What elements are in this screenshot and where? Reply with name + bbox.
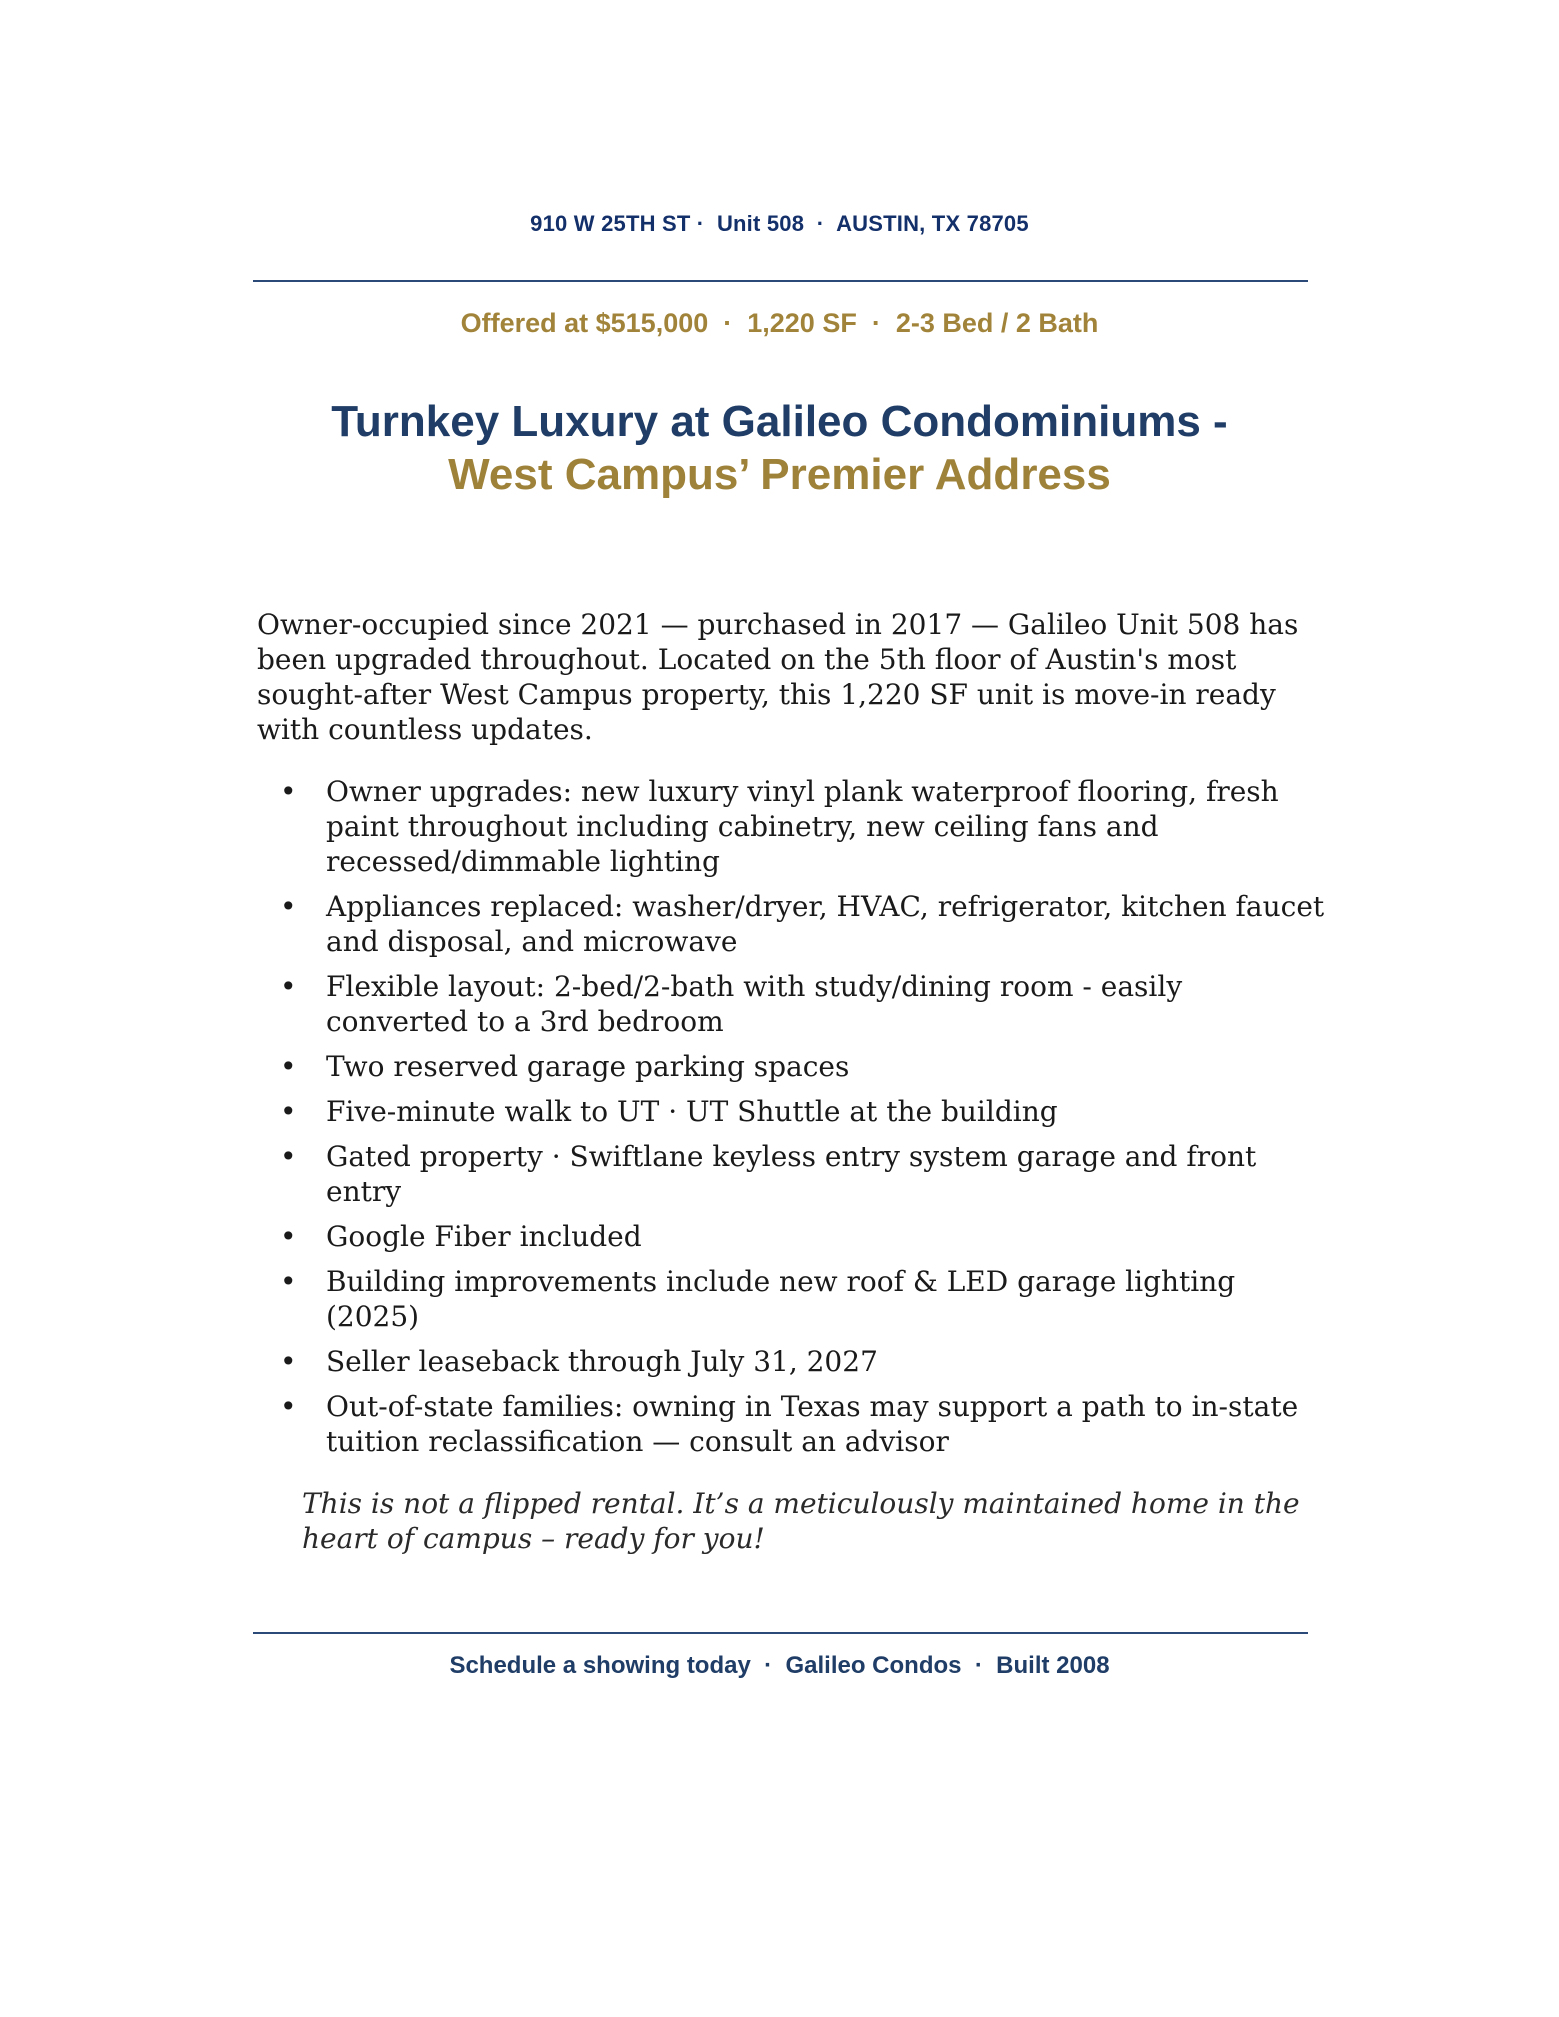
feature-item — [257, 1389, 1327, 1459]
bullet-icon: • — [280, 1345, 297, 1378]
bullet-icon: • — [280, 970, 297, 1003]
feature-text: Two reserved garage parking spaces — [326, 1050, 850, 1083]
feature-text: Flexible layout: 2-bed/2-bath with study/dining room - easily converted to a 3rd bedroom — [326, 970, 1183, 1038]
feature-item — [257, 1344, 1327, 1379]
feature-text: Building improvements include new roof & LED garage lighting (2025) — [326, 1265, 1236, 1333]
feature-text: Google Fiber included — [326, 1220, 642, 1253]
feature-item — [257, 1049, 1327, 1084]
bottom-divider — [253, 1632, 1308, 1634]
headline — [0, 395, 1559, 501]
headline-line-2: West Campus’ Premier Address — [448, 450, 1111, 499]
feature-item — [257, 969, 1327, 1039]
feature-item — [257, 889, 1327, 959]
bullet-icon: • — [280, 1265, 297, 1298]
feature-list — [257, 774, 1327, 1469]
feature-text: Seller leaseback through July 31, 2027 — [326, 1345, 878, 1378]
feature-text: Appliances replaced: washer/dryer, HVAC, refrigerator, kitchen faucet and disposal, and microwave — [326, 890, 1325, 958]
feature-item — [257, 1264, 1327, 1334]
bullet-icon: • — [280, 1095, 297, 1128]
feature-item — [257, 774, 1327, 879]
feature-item — [257, 1094, 1327, 1129]
bullet-icon: • — [280, 775, 297, 808]
top-divider — [253, 280, 1308, 282]
bullet-icon: • — [280, 1390, 297, 1423]
bullet-icon: • — [280, 1050, 297, 1083]
intro-paragraph: Owner-occupied since 2021 — purchased in 2017 — Galileo Unit 508 has been upgraded throughout. Located on the 5th floor of Austin's most sought-after West Campus property, this 1,220 SF unit is move-in ready with countless updates. — [257, 608, 1299, 746]
feature-text: Out-of-state families: owning in Texas may support a path to in-state tuition reclassification — consult an advisor — [326, 1390, 1299, 1458]
bullet-icon: • — [280, 1220, 297, 1253]
bullet-icon: • — [280, 890, 297, 923]
feature-item — [257, 1139, 1327, 1209]
property-address: 910 W 25TH ST · Unit 508 · AUSTIN, TX 78705 — [530, 211, 1029, 236]
bullet-icon: • — [280, 1140, 297, 1173]
offer-summary: Offered at $515,000 · 1,220 SF · 2-3 Bed / 2 Bath — [460, 308, 1099, 338]
feature-text: Gated property · Swiftlane keyless entry system garage and front entry — [326, 1140, 1257, 1208]
feature-text: Owner upgrades: new luxury vinyl plank waterproof flooring, fresh paint throughout including cabinetry, new ceiling fans and recessed/dimmable lighting — [326, 775, 1279, 878]
footer-text: Schedule a showing today · Galileo Condos · Built 2008 — [449, 1652, 1110, 1679]
feature-item — [257, 1219, 1327, 1254]
headline-line-1: Turnkey Luxury at Galileo Condominiums - — [331, 397, 1228, 446]
closing-statement: This is not a flipped rental. It’s a meticulously maintained home in the heart of campus – ready for you! — [302, 1487, 1300, 1555]
feature-text: Five-minute walk to UT · UT Shuttle at the building — [326, 1095, 1058, 1128]
